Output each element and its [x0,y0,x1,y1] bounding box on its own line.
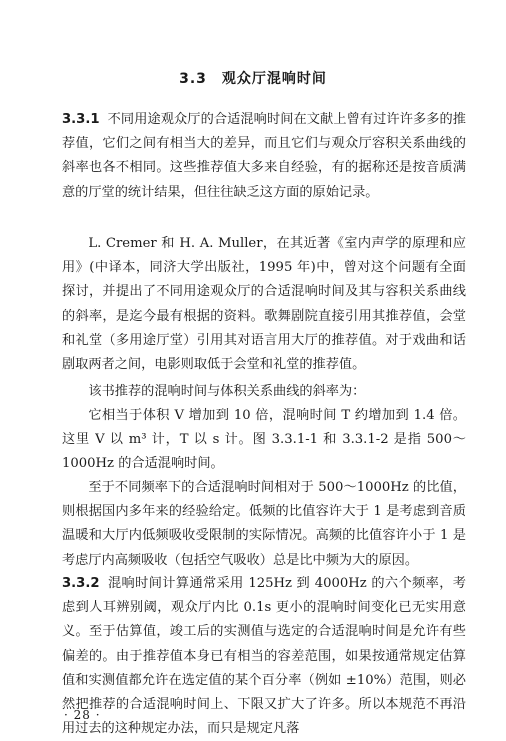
paragraph-3-3-2 [62,572,466,741]
page-number: · 28 · [64,708,101,722]
paragraph-3-3-1 [62,108,466,205]
paragraph-slope-detail [62,404,466,477]
paragraph-slope-intro [62,380,466,404]
paragraph-text: 混响时间计算通常采用 125Hz 到 4000Hz 的六个频率，考虑到人耳辨别阈，观众厅内比 0.1s 更小的混响时间变化已无实用意义。至于估算值，竣工后的实测值与选定的合适混响时间是允许有些偏差的。由于推荐值本身已有相当的容差范围，如果按通常规定估算值和实测值都允许在选定值的某个百分率（例如 ±10%）范围，则必然把推荐的合适混响时间上、下限又扩大了许多。所以本规范不再沿用过去的这种规定办法，而只是规定凡落 [62,576,466,737]
paragraph-text: 不同用途观众厅的合适混响时间在文献上曾有过许许多多的推荐值，它们之间有相当大的差异，而且它们与观众厅容积关系曲线的斜率也各不相同。这些推荐值大多来自经验，有的据称还是按音质满意的厅堂的统计结果，但往往缺乏这方面的原始记录。 [62,112,466,200]
clause-number: 3.3.1 [62,112,100,127]
paragraph-text: 至于不同频率下的合适混响时间相对于 500～1000Hz 的比值，则根据国内多年来的经验给定。低频的比值容许大于 1 是考虑到音质温暖和大厅内低频吸收受限制的实际情况。高频的比值容许小于 1 是考虑厅内高频吸收（包括空气吸收）总是比中频为大的原因。 [62,480,466,568]
clause-number: 3.3.2 [62,576,100,591]
paragraph-frequency-ratio [62,476,466,573]
paragraph-text: 该书推荐的混响时间与体积关系曲线的斜率为： [88,384,366,399]
section-title: 3.3 观众厅混响时间 [179,71,327,87]
paragraph-cremer [62,232,466,377]
paragraph-text: 它相当于体积 V 增加到 10 倍，混响时间 T 约增加到 1.4 倍。这里 V 以 m³ 计，T 以 s 计。图 3.3.1-1 和 3.3.1-2 是指 500～1000Hz 的合适混响时间。 [62,408,466,472]
paragraph-text: L. Cremer 和 H. A. Muller，在其近著《室内声学的原理和应用》(中译本，同济大学出版社，1995 年)中，曾对这个问题有全面探讨，并提出了不同用途观众厅的合适混响时间及其与容积关系曲线的斜率，是迄今最有根据的资料。歌舞剧院直接引用其推荐值，会堂和礼堂（多用途厅堂）引用其对语言用大厅的推荐值。对于戏曲和话剧取两者之间，电影则取低于会堂和礼堂的推荐值。 [62,236,466,373]
